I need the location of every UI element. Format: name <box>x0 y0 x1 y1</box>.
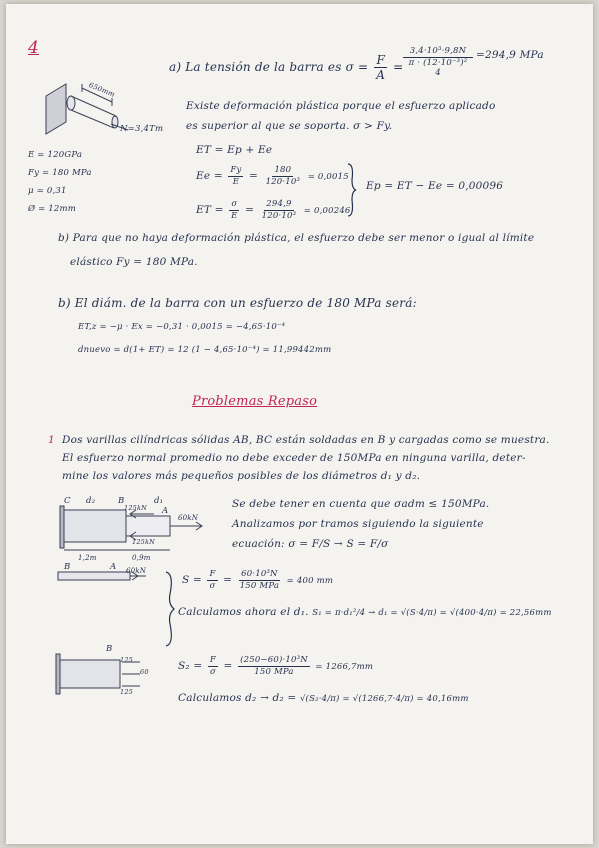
s2-result: = 1266,7mm <box>315 662 374 672</box>
s1-equation: S = $\frac{F}{\sigma}$ = $\frac{\text{60·10³N}}{\text{150 MPa}}$ = 400 mm <box>182 569 334 591</box>
part-b2-line3: dnuevo = d(1+ ET) = 12 (1 − 4,65·10⁻⁴) = 11,99442mm <box>78 345 332 355</box>
s1-den1: σ <box>209 580 216 591</box>
eq-et-den2: 120·10³ <box>261 210 297 221</box>
calc-d1 <box>178 606 552 618</box>
eq-ee-result: = 0,0015 <box>307 172 349 182</box>
eq-plastic-strain: Ep = ET − Ee = 0,00096 <box>366 180 504 192</box>
plastic-text-2: es superior al que se soporta. σ > Fy. <box>186 120 393 132</box>
fig3-force-125-bottom: 125 <box>120 688 134 696</box>
part-b2-line1: b) El diám. de la barra con un esfuerzo de 180 MPa será: <box>58 296 417 310</box>
part-a-letter: a) <box>169 60 182 74</box>
plastic-text-1: Existe deformación plástica porque el esfuerzo aplicado <box>186 100 496 112</box>
rods-figure <box>6 4 593 844</box>
eq-ee-den1: E <box>232 176 240 187</box>
fig1-a: A <box>162 506 169 516</box>
note-line2: Analizamos por tramos siguiendo la siguiente <box>232 518 484 530</box>
fraction-numerator: F <box>376 53 385 67</box>
section-title: Problemas Repaso <box>192 394 318 409</box>
fig2-force: 60kN <box>126 567 147 575</box>
part-b1-line1: b) Para que no haya deformación plástica, el esfuerzo debe ser menor o igual al límite <box>58 232 535 244</box>
eq-ee-num2: 180 <box>274 165 292 175</box>
notebook-page <box>6 4 593 844</box>
note-equation: σ = F/S → S = F/σ <box>288 538 389 550</box>
stress-denominator: π · (12·10⁻³)² <box>408 58 468 68</box>
s2-frac2 <box>238 656 310 676</box>
problem-number: 4 <box>28 38 40 58</box>
fig2-b: B <box>64 562 71 572</box>
statement-line1: Dos varillas cilíndricas sólidas AB, BC están soldadas en B y cargadas como se muestra. <box>62 434 550 446</box>
statement-line2: El esfuerzo normal promedio no debe exceder de 150MPa en ninguna varilla, deter- <box>62 452 526 464</box>
s2-label: S₂ = <box>178 660 203 672</box>
prop-yield: Fy = 180 MPa <box>28 168 92 178</box>
fig2-a: A <box>110 562 117 572</box>
fig1-length-1: 1,2m <box>78 554 97 562</box>
note-line3 <box>232 538 389 550</box>
fig1-d1: d₁ <box>154 496 164 506</box>
eq-et-den1: E <box>231 210 238 221</box>
calc-d1-equation: S₁ = π·d₁²/4 → d₁ = √(S·4/π) = √(400·4/π) = 22,56mm <box>312 608 552 618</box>
part-a-text: La tensión de la barra es <box>185 60 342 74</box>
note-line3-text: ecuación: <box>232 538 285 550</box>
fig3-b: B <box>106 644 113 654</box>
prop-modulus: E = 120GPa <box>28 150 83 160</box>
eq-elastic-strain: Ee = $\frac{Fy}{E}$ = $\frac{180}{\text{120·10³}}$ = 0,0015 <box>196 165 349 187</box>
s1-result: = 400 mm <box>286 576 334 586</box>
prop-diameter: Ø = 12mm <box>28 204 77 214</box>
statement-line3: mine los valores más pequeños posibles de los diámetros d₁ y d₂. <box>62 470 421 482</box>
fig1-force-60: 60kN <box>178 514 199 522</box>
calc-d1-text: Calculamos ahora el d₁. <box>178 606 309 618</box>
fig1-b: B <box>118 496 125 506</box>
note-line1: Se debe tener en cuenta que σadm ≤ 150MPa. <box>232 498 490 510</box>
eq-ee-den2: 120·10³ <box>265 176 301 187</box>
eq-total-strain-value: ET = $\frac{\sigma}{E}$ = $\frac{294,9}{\text{120·10³}}$ = 0,00246 <box>196 199 351 221</box>
fig3-force-60: 60 <box>140 668 149 676</box>
s1-num1: F <box>209 569 216 579</box>
s2-frac1 <box>208 656 218 676</box>
fig1-force-125-top: 125kN <box>124 504 148 512</box>
s1-frac2 <box>238 570 281 590</box>
s1-num2: 60·10³N <box>241 569 278 579</box>
fig1-force-125-bottom: 125kN <box>132 538 156 546</box>
calc-d2 <box>178 692 469 704</box>
stress-numerator: 3,4·10³·9,8N <box>403 46 473 58</box>
s2-equation: S₂ = $\frac{F}{\sigma}$ = $\frac{\text{(250−60)·10³N}}{\text{150 MPa}}$ = 1266,7mm <box>178 655 374 677</box>
part-b2-line2: ET,z = −μ · Ex = −0,31 · 0,0015 = −4,65·10⁻⁴ <box>78 322 286 332</box>
s1-label: S = <box>182 574 202 586</box>
eq-ee-label: Ee = <box>196 170 223 182</box>
part-b1-line2: elástico Fy = 180 MPa. <box>70 256 198 268</box>
calc-d2-text: Calculamos d₂ → d₂ = <box>178 692 297 704</box>
fig1-length-2: 0,9m <box>132 554 151 562</box>
prop-poisson: μ = 0,31 <box>28 186 67 196</box>
stress-denominator-sub: 4 <box>435 68 441 78</box>
fig1-d2: d₂ <box>86 496 96 506</box>
s2-den1: σ <box>209 666 216 677</box>
eq-ee-num1: Fy <box>230 165 242 175</box>
fig3-force-125-top: 125 <box>120 656 134 664</box>
calc-d2-equation: √(S₂·4/π) = √(1266,7·4/π) = 40,16mm <box>299 694 469 704</box>
eq-total-strain: ET = Ep + Ee <box>196 144 273 156</box>
eq-et-label: ET = <box>196 204 224 216</box>
s2-num1: F <box>209 655 216 665</box>
eq-et-num2: 294,9 <box>266 199 292 209</box>
part-a-sigma: σ = <box>345 60 369 74</box>
s2-den2: 150 MPa <box>254 666 294 677</box>
fig1-c: C <box>64 496 71 506</box>
s1-frac1 <box>207 570 217 590</box>
s1-den2: 150 MPa <box>239 580 280 591</box>
bar-length: 650mm <box>87 81 117 99</box>
repaso-number: 1 <box>48 434 55 446</box>
bar-force: N=3,4Tm <box>120 124 164 134</box>
stress-result: =294,9 MPa <box>476 49 544 61</box>
fraction-denominator: A <box>376 68 386 82</box>
s2-num2: (250−60)·10³N <box>240 655 308 665</box>
eq-et-num1: σ <box>231 199 238 209</box>
equals-sign: = <box>393 60 404 74</box>
eq-et-result: = 0,00246 <box>303 206 351 216</box>
